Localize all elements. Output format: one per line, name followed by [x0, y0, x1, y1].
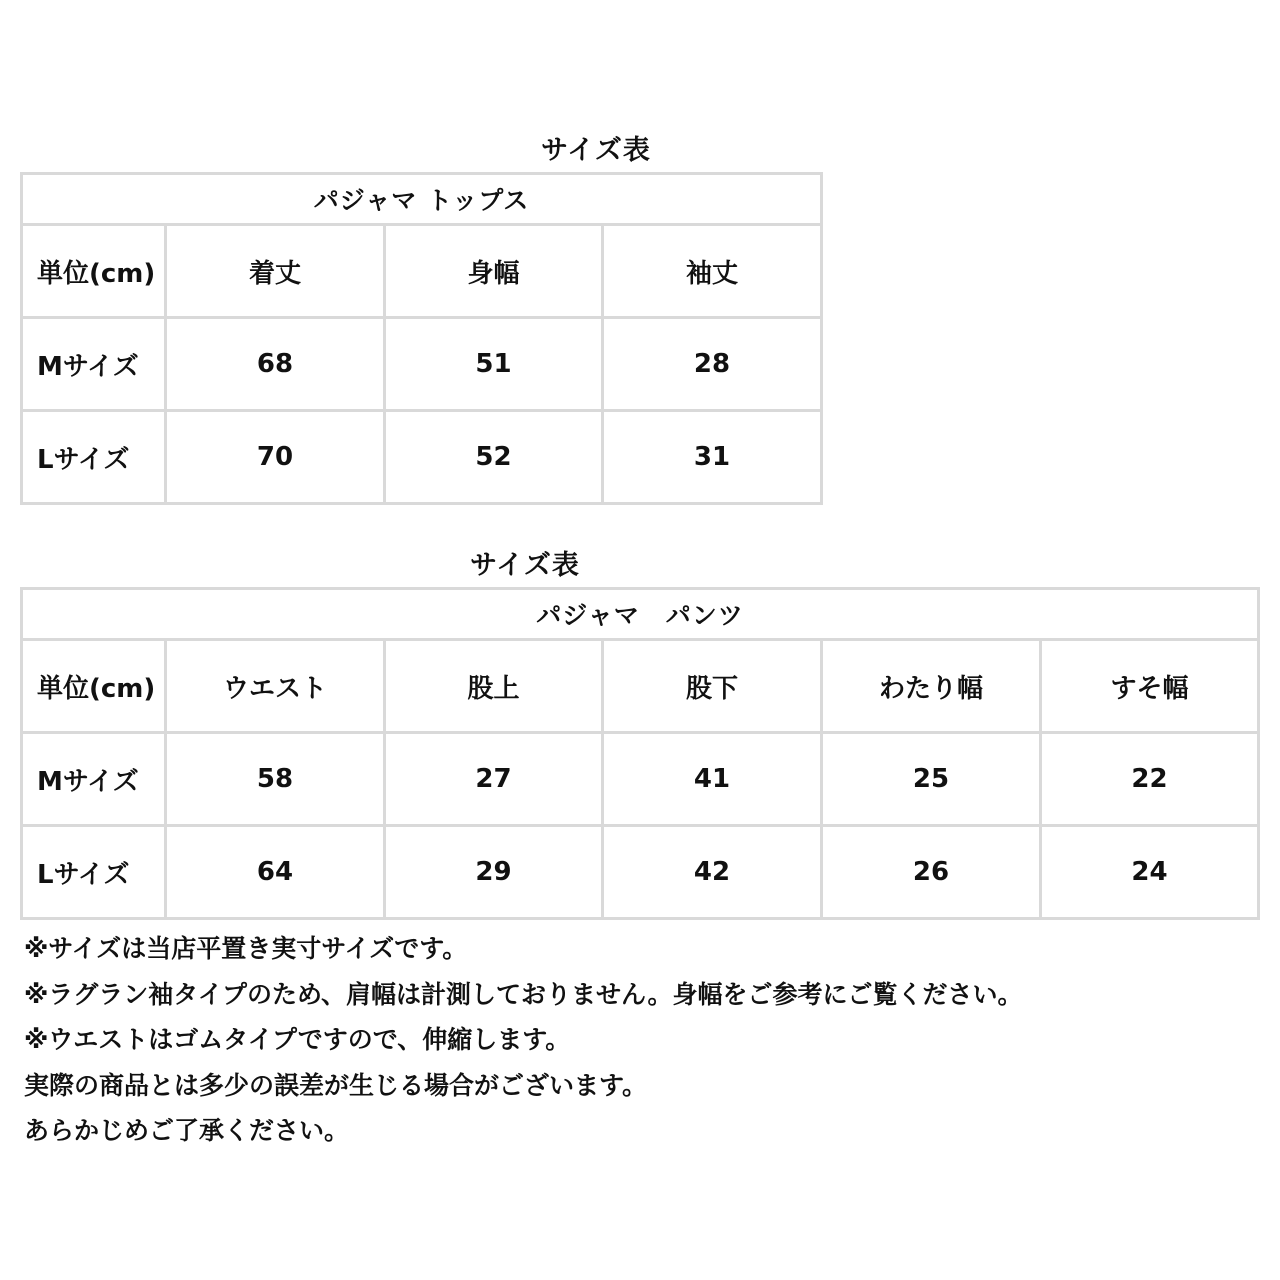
- table-row-m: [22, 733, 1259, 826]
- column-header-hem-width: すそ幅: [1041, 640, 1259, 733]
- note-line: あらかじめご了承ください。: [24, 1116, 350, 1145]
- table-cell: 64: [166, 826, 385, 919]
- table-cell: 29: [385, 826, 603, 919]
- table-cell: 41: [603, 733, 822, 826]
- row-size-label: Lサイズ: [22, 411, 166, 504]
- pants-size-table: [20, 587, 1260, 920]
- column-header-thigh-width: わたり幅: [822, 640, 1041, 733]
- table-cell: 70: [166, 411, 385, 504]
- table-cell: 68: [166, 318, 385, 411]
- column-header-length: 着丈: [166, 225, 385, 318]
- note-line: ※ラグラン袖タイプのため、肩幅は計測しておりません。身幅をご参考にご覧ください。: [24, 979, 1023, 1009]
- tops-size-table: [20, 172, 823, 505]
- table-cell: 26: [822, 826, 1041, 919]
- note-line: ※サイズは当店平置き実寸サイズです。: [24, 934, 468, 963]
- tops-size-chart-title: サイズ表: [541, 135, 651, 166]
- table-caption-row: [22, 174, 822, 225]
- unit-header: 単位(cm): [22, 225, 166, 318]
- pants-size-chart-title: サイズ表: [470, 550, 580, 581]
- table-cell: 52: [385, 411, 603, 504]
- unit-header: 単位(cm): [22, 640, 166, 733]
- row-size-label: Lサイズ: [22, 826, 166, 919]
- table-row-l: [22, 826, 1259, 919]
- column-header-body-width: 身幅: [385, 225, 603, 318]
- table-cell: 42: [603, 826, 822, 919]
- row-size-label: Mサイズ: [22, 733, 166, 826]
- column-header-rise: 股上: [385, 640, 603, 733]
- table-caption-row: [22, 589, 1259, 640]
- table-cell: 22: [1041, 733, 1259, 826]
- column-header-sleeve-length: 袖丈: [603, 225, 822, 318]
- table-cell: 28: [603, 318, 822, 411]
- column-header-inseam: 股下: [603, 640, 822, 733]
- table-cell: 58: [166, 733, 385, 826]
- table-header-row: [22, 640, 1259, 733]
- note-line: ※ウエストはゴムタイプですので、伸縮します。: [24, 1025, 571, 1054]
- pants-caption: パジャマ パンツ: [22, 589, 1259, 640]
- table-cell: 51: [385, 318, 603, 411]
- table-cell: 31: [603, 411, 822, 504]
- table-row-m: [22, 318, 822, 411]
- note-line: 実際の商品とは多少の誤差が生じる場合がございます。: [24, 1070, 648, 1100]
- notes-list: [24, 926, 1023, 1154]
- table-header-row: [22, 225, 822, 318]
- tops-caption: パジャマ トップス: [22, 174, 822, 225]
- table-cell: 25: [822, 733, 1041, 826]
- row-size-label: Mサイズ: [22, 318, 166, 411]
- column-header-waist: ウエスト: [166, 640, 385, 733]
- table-cell: 24: [1041, 826, 1259, 919]
- table-row-l: [22, 411, 822, 504]
- table-cell: 27: [385, 733, 603, 826]
